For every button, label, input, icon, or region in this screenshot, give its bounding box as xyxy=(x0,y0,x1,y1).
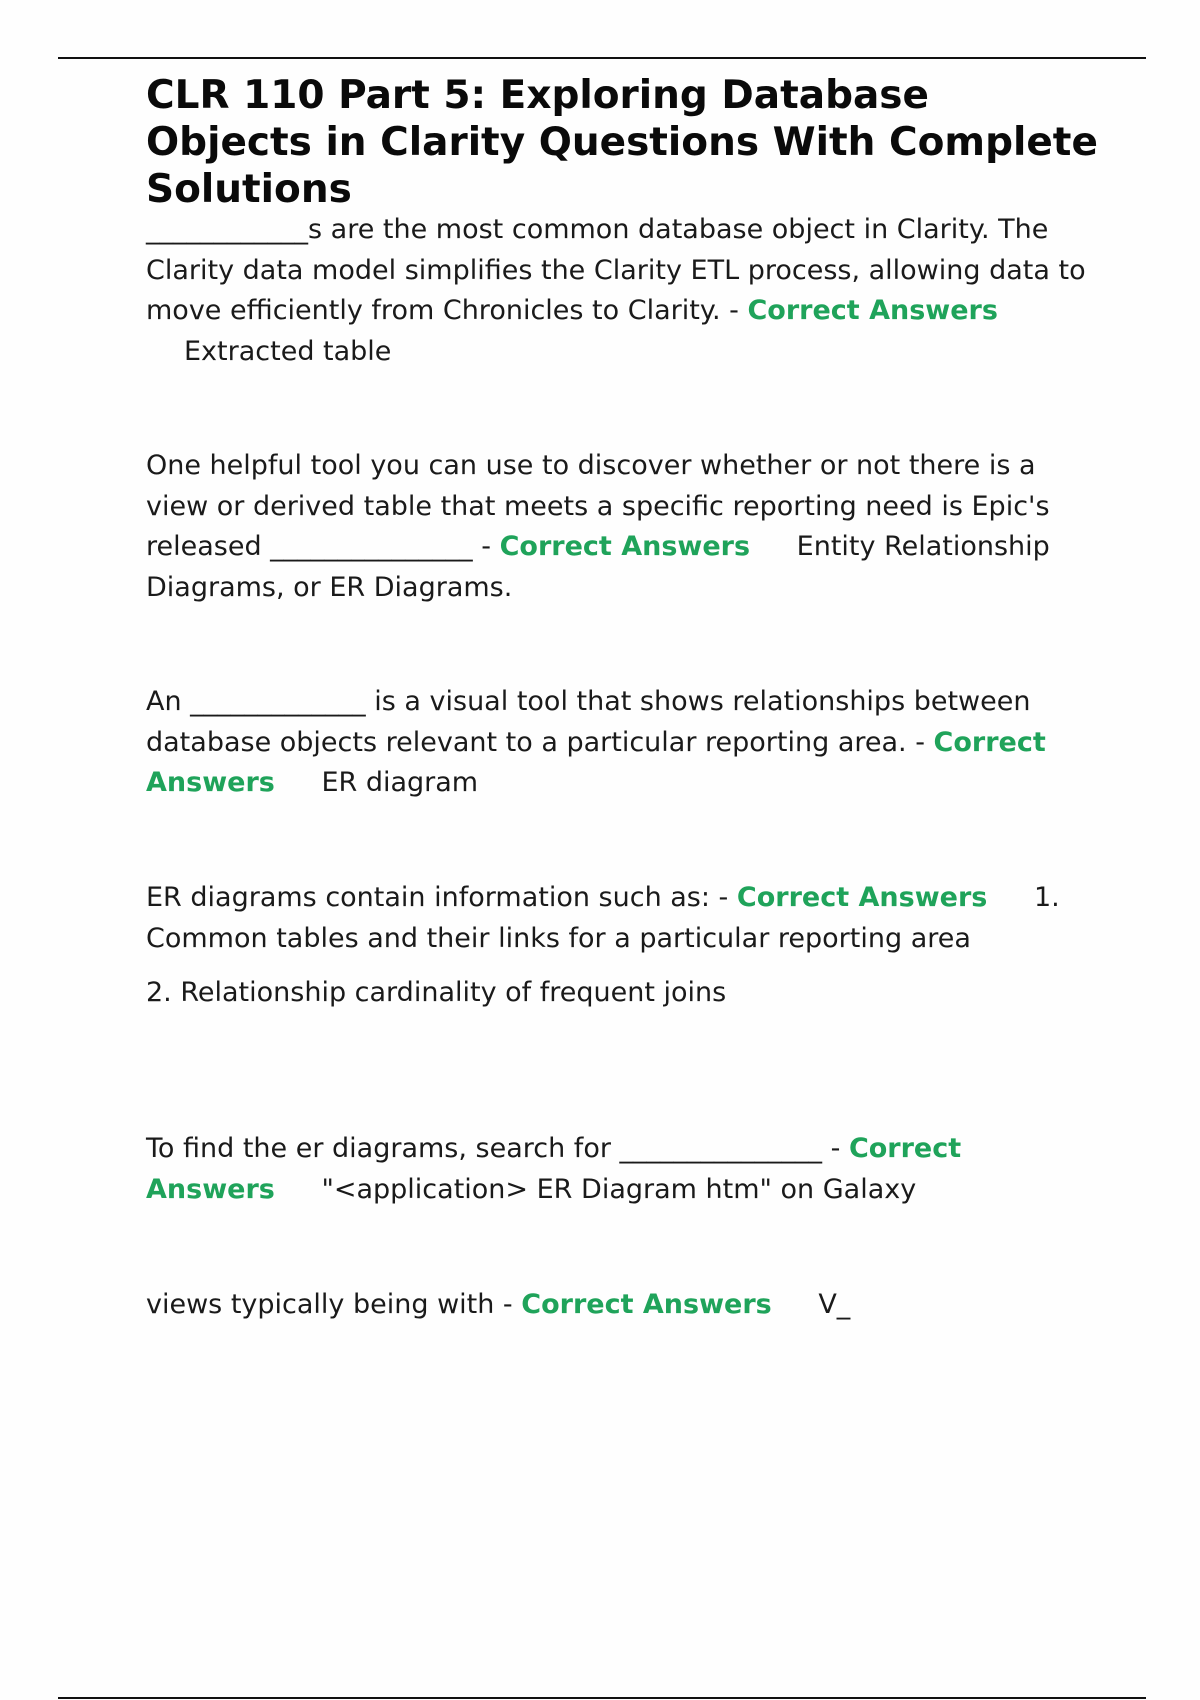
answer-text: "<application> ER Diagram htm" on Galaxy xyxy=(321,1173,917,1205)
qa-item-5 xyxy=(146,1129,1096,1210)
answer-text: Entity Relationship Diagrams, or ER Diagrams. xyxy=(146,531,1050,603)
answer-label: Correct Answers xyxy=(146,726,1046,798)
question-text: To find the er diagrams, search for _______________ - xyxy=(146,1133,841,1164)
answer-label: Correct Answers xyxy=(747,295,998,326)
answer-text: Extracted table xyxy=(184,335,392,367)
answer-label: Correct Answers xyxy=(736,882,988,913)
qa-item-2 xyxy=(146,446,1096,608)
answer-label: Correct Answers xyxy=(146,1133,962,1205)
document-title: CLR 110 Part 5: Exploring Database Objects in Clarity Questions With Complete Solutions xyxy=(146,73,1098,212)
answer-text-2: 2. Relationship cardinality of frequent joins xyxy=(146,977,727,1008)
qa-item-3 xyxy=(146,682,1096,804)
answer-label: Correct Answers xyxy=(499,531,751,562)
bottom-rule xyxy=(58,1697,1146,1699)
qa-item-1 xyxy=(146,210,1096,372)
question-text: views typically being with - xyxy=(146,1289,513,1320)
top-rule xyxy=(58,57,1146,59)
question-text: One helpful tool you can use to discover whether or not there is a view or derived table that meets a specific reporting need is Epic's released _______________ - xyxy=(146,450,1050,562)
question-text: ____________s are the most common database object in Clarity. The Clarity data model simplifies the Clarity ETL process, allowing data to move efficiently from Chronicles to Clarity. - xyxy=(146,214,1086,326)
qa-item-6 xyxy=(146,1285,1096,1326)
question-text: An _____________ is a visual tool that shows relationships between database objects relevant to a particular reporting area. - xyxy=(146,686,1031,758)
answer-text: V_ xyxy=(818,1289,851,1320)
qa-item-4 xyxy=(146,878,1096,1014)
answer-label: Correct Answers xyxy=(521,1289,772,1320)
answer-text: ER diagram xyxy=(321,767,479,798)
question-text: ER diagrams contain information such as: - xyxy=(146,882,729,913)
answer-text: 1. Common tables and their links for a particular reporting area xyxy=(146,882,1060,954)
